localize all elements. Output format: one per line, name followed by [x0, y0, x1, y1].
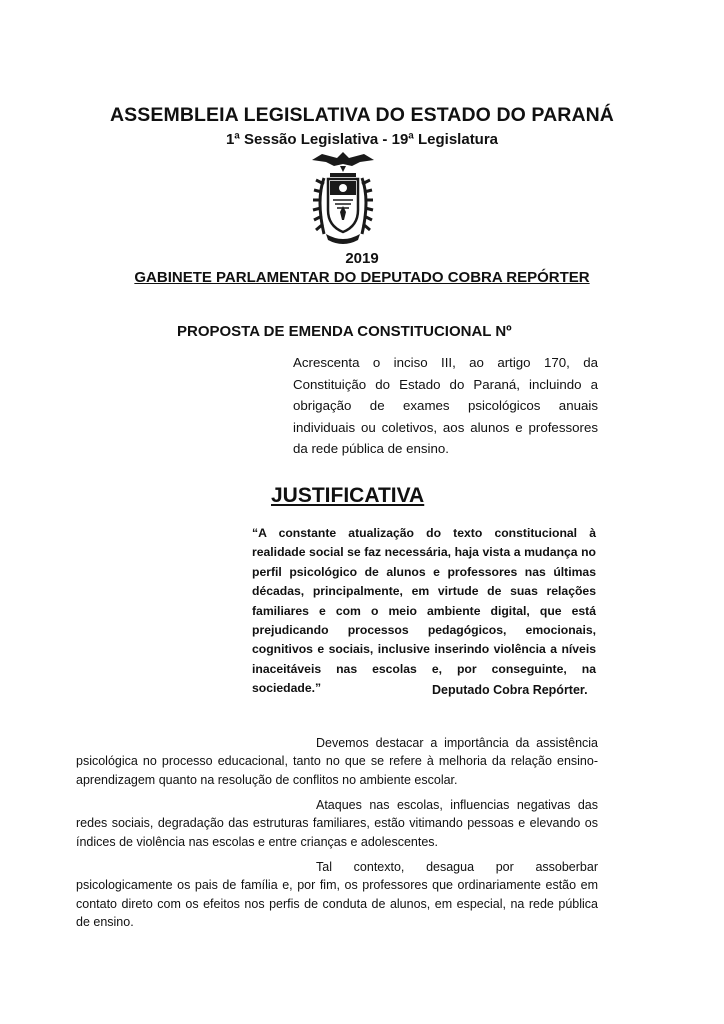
quote-signer: Deputado Cobra Repórter. — [432, 683, 588, 697]
parana-coat-of-arms-icon — [300, 148, 386, 252]
justification-heading: JUSTIFICATIVA — [271, 484, 425, 507]
cabinet-title — [0, 269, 724, 286]
paragraph-text: Devemos destacar a importância da assistência psicológica no processo educacional, tanto no que se refere à melhoria da relação ensino-aprendizagem quanto na resolução de conflitos no ambiente escolar. — [76, 736, 598, 787]
paragraph-text: Ataques nas escolas, influencias negativas das redes sociais, degradação das estruturas familiares, estão vitimando pessoas e elevando os índices de violência nas escolas e entre crianças e adolescentes. — [76, 798, 598, 849]
justification-quote: “A constante atualização do texto constitucional à realidade social se faz necessária, haja vista a mudança no perfil psicológico de alunos e professores nas últimas décadas, principalmente, em virtude de suas relações familiares e com o meio ambiente digital, que está prejudicando processos pedagógicos, emocionais, cognitivos e sociais, inclusive inserindo violência a níveis inaceitáveis nas escolas e, por conseguinte, na sociedade.” — [252, 526, 596, 696]
paragraph-text: Tal contexto, desagua por assoberbar psicologicamente os pais de família e, por fim, os professores que ordinariamente estão em contato direto com os efeitos nos perfis de conduta de alunos, em especial, na rede pública de ensino. — [76, 860, 598, 930]
cabinet-title-text: GABINETE PARLAMENTAR DO DEPUTADO COBRA REPÓRTER — [134, 269, 590, 286]
body-paragraph — [76, 796, 598, 851]
proposal-title: PROPOSTA DE EMENDA CONSTITUCIONAL Nº — [177, 323, 512, 340]
year: 2019 — [345, 250, 379, 267]
body-paragraph — [76, 734, 598, 789]
assembly-title: ASSEMBLEIA LEGISLATIVA DO ESTADO DO PARANÁ — [110, 104, 614, 126]
legislative-session: 1ª Sessão Legislativa - 19ª Legislatura — [225, 131, 499, 148]
body-paragraph — [76, 858, 598, 932]
proposal-summary: Acrescenta o inciso III, ao artigo 170, da Constituição do Estado do Paraná, incluindo a obrigação de exames psicológicos anuais individuais ou coletivos, aos alunos e professores da rede pública de ensino. — [293, 355, 598, 456]
